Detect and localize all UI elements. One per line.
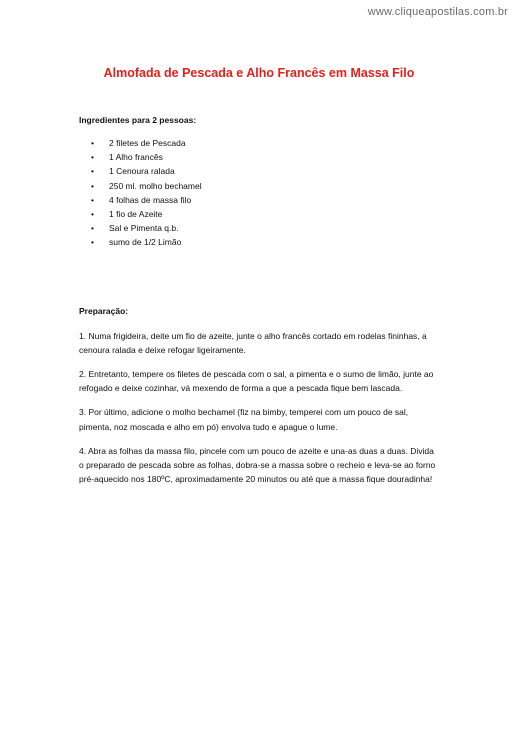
bullet-icon: •: [91, 209, 94, 220]
preparation-heading: Preparação:: [79, 305, 129, 316]
bullet-icon: •: [91, 152, 94, 163]
recipe-title: Almofada de Pescada e Alho Francês em Massa Filo: [103, 66, 415, 80]
preparation-step: 2. Entretanto, tempere os filetes de pescada com o sal, a pimenta e o sumo de limão, junte ao refogado e deixe cozinhar, vá mexendo de forma a que a pescada fique bem lascada.: [79, 369, 434, 394]
site-watermark: www.cliqueapostilas.com.br: [367, 6, 508, 18]
ingredient-item: • sumo de 1/2 Limão: [91, 235, 439, 249]
bullet-icon: •: [91, 194, 94, 205]
ingredient-item: • 4 folhas de massa filo: [91, 193, 439, 207]
ingredient-item: • 250 ml. molho bechamel: [91, 179, 439, 193]
preparation-steps: [79, 329, 439, 487]
ingredients-list: [91, 136, 439, 250]
bullet-icon: •: [91, 223, 94, 234]
preparation-step: 3. Por último, adicione o molho bechamel (fiz na bimby, temperei com um pouco de sal, pimenta, noz moscada e alho em pó) envolva tudo e apague o lume.: [79, 407, 409, 432]
ingredient-item: • 1 Cenoura ralada: [91, 164, 439, 178]
bullet-icon: •: [91, 180, 94, 191]
ingredient-item: • Sal e Pimenta q.b.: [91, 221, 439, 235]
preparation-step: 4. Abra as folhas da massa filo, pincele com um pouco de azeite e una-as duas a duas. Divida o preparado de pescada sobre as folhas, dobra-se a massa sobre o recheio e leva-se ao forno pré-aquecido nos 180ºC, aproximadamente 20 minutos ou até que a massa fique douradinha!: [79, 445, 436, 485]
ingredients-heading: Ingredientes para 2 pessoas:: [79, 115, 197, 125]
bullet-icon: •: [91, 138, 94, 148]
ingredient-item: • 2 filetes de Pescada: [91, 136, 439, 150]
bullet-icon: •: [91, 237, 94, 248]
preparation-step: 1. Numa frigideira, deite um fio de azeite, junte o alho francês cortado em rodelas fininhas, a cenoura ralada e deixe refogar ligeiramente.: [79, 330, 427, 355]
recipe-document: [79, 64, 439, 496]
ingredient-item: • 1 fio de Azeite: [91, 207, 439, 221]
bullet-icon: •: [91, 166, 94, 177]
ingredient-item: • 1 Alho francês: [91, 150, 439, 164]
